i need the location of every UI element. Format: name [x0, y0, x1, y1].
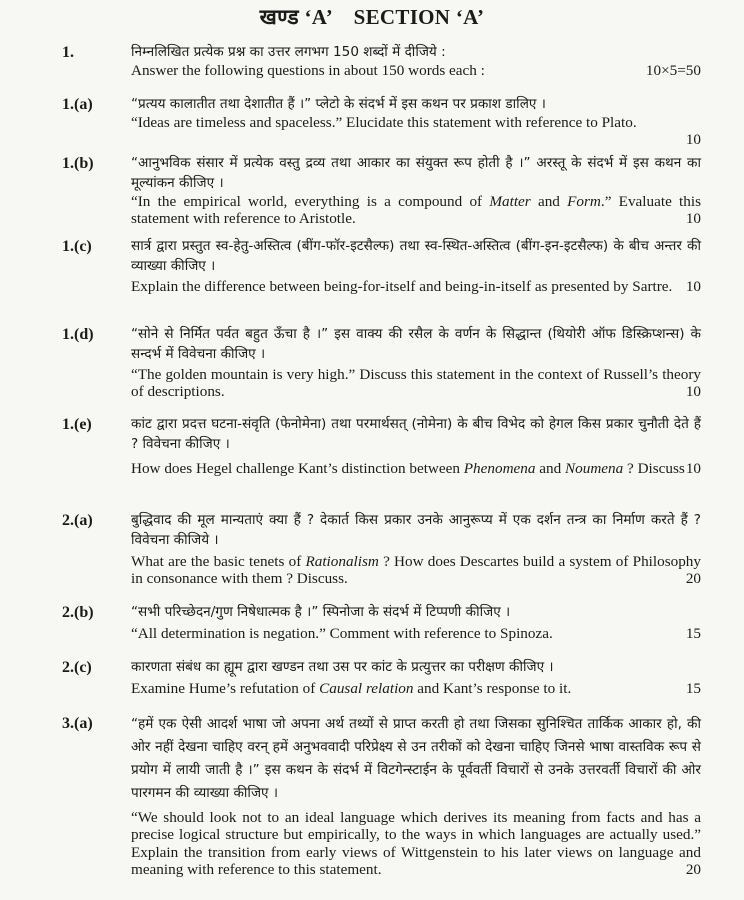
- question-english-text: and: [530, 193, 568, 210]
- question-english-text: ? Discuss: [623, 460, 685, 477]
- question-marks: 10: [685, 383, 701, 401]
- question-text: [131, 153, 701, 228]
- question-english: “Ideas are timeless and spaceless.” Elucidate this statement with reference to Plato.: [131, 114, 637, 131]
- question-hindi: कारणता संबंध का ह्यूम द्वारा खण्डन तथा उस पर कांट के प्रत्युत्तर का परीक्षण कीजिए ।: [131, 659, 554, 675]
- question-marks: 20: [685, 861, 701, 879]
- question-hindi: “सभी परिच्छेदन/गुण निषेधात्मक है ।” स्पिनोजा के संदर्भ में टिप्पणी कीजिए ।: [131, 604, 511, 620]
- question-text: [131, 510, 701, 588]
- question-english-text: Explain the difference between being-for-itself and being-in-itself as presented by Sartre.: [131, 278, 673, 295]
- question-hindi: “प्रत्यय कालातीत तथा देशातीत हैं ।” प्लेटो के संदर्भ में इस कथन पर प्रकाश डालिए ।: [131, 96, 546, 112]
- question-english-text: How does Hegel challenge Kant’s distinction between: [131, 460, 464, 477]
- question-number: 1.(e): [62, 416, 92, 433]
- question-marks: 15: [685, 625, 701, 642]
- question-english: [131, 553, 701, 588]
- question-marks: 10: [685, 131, 701, 149]
- question-english: [131, 62, 701, 79]
- section-heading-english: SECTION ‘A’: [353, 5, 485, 29]
- question-marks: 10: [685, 460, 701, 477]
- question-number: 1.(b): [62, 155, 94, 172]
- question-english: [131, 680, 701, 697]
- question-english: [131, 366, 701, 401]
- term-noumena: Noumena: [565, 460, 624, 477]
- question-hindi: “आनुभविक संसार में प्रत्येक वस्तु द्रव्य तथा आकार का संयुक्त रूप होती है ।” अरस्तू के संदर्भ में इस कथन का मूल्यांकन कीजिए ।: [131, 155, 701, 191]
- question-english: [131, 625, 701, 642]
- question-english-text: ? How does Descartes build a system of Philosophy in consonance with them ? Discuss.: [131, 553, 701, 588]
- question-hindi: सार्त्र द्वारा प्रस्तुत स्व-हेतु-अस्तित्व (बींग-फॉर-इटसैल्फ) तथा स्व-स्थित-अस्तित्व (बींग-इन-इटसैल्फ) के बीच अन्तर की व्याख्या कीजिए ।: [131, 238, 701, 274]
- term-matter: Matter: [489, 193, 531, 210]
- question-text: [131, 324, 701, 401]
- term-rationalism: Rationalism: [305, 553, 379, 570]
- question-number: 1.: [62, 44, 74, 61]
- question-hindi: निम्नलिखित प्रत्येक प्रश्न का उत्तर लगभग 150 शब्दों में दीजिये :: [131, 44, 446, 60]
- term-form: Form: [567, 193, 601, 210]
- question-english-text: Examine Hume’s refutation of: [131, 680, 320, 697]
- question-english-text: “All determination is negation.” Comment with reference to Spinoza.: [131, 625, 553, 642]
- question-text: [131, 657, 701, 697]
- question-hindi: “हमें एक ऐसी आदर्श भाषा जो अपना अर्थ तथ्यों से प्राप्त करती हो तथा जिसका सुनिश्चित तार्किक आकार हो, की ओर नहीं देखना चाहिए वरन् हमें अनुभववादी परिप्रेक्ष्य से उन तरीकों को देखना चाहिए जिनसे भाषा वास्तविक रूप से प्रयोग में लायी जाती है ।” इस कथन के संदर्भ में विटगेन्स्टाईन के पूर्ववर्ती विचारों से उनके उत्तरवर्ती विचारों की ओर पारगमन की व्याख्या कीजिए ।: [131, 716, 701, 801]
- section-heading-hindi: खण्ड ‘A’: [259, 5, 332, 29]
- question-english-text: .” Evaluate this statement with reference to Aristotle.: [131, 193, 701, 228]
- question-number: 3.(a): [62, 715, 93, 732]
- question-english-text: Answer the following questions in about 150 words each :: [131, 62, 485, 79]
- question-english-text: “In the empirical world, everything is a compound of: [131, 193, 490, 210]
- question-marks: 20: [685, 570, 701, 588]
- question-english: [131, 460, 701, 477]
- term-phenomena: Phenomena: [463, 460, 536, 477]
- question-english-text: “We should look not to an ideal language which derives its meaning from facts and has a precise logical structure but empirically, to the ways in which languages are actually used.” Explain the transition from early views of Wittgenstein to his later views on language and meaning with reference to this statement.: [131, 809, 701, 879]
- question-english-text: and Kant’s response to it.: [413, 680, 572, 697]
- question-number: 2.(a): [62, 512, 93, 529]
- question-english-text: “The golden mountain is very high.” Discuss this statement in the context of Russell’s theory of descriptions.: [131, 366, 701, 401]
- question-text: [131, 602, 701, 642]
- question-number: 1.(a): [62, 96, 93, 113]
- question-number: 1.(c): [62, 238, 92, 255]
- question-text: [131, 94, 701, 149]
- question-marks: 10: [685, 278, 701, 295]
- question-marks: 15: [685, 680, 701, 697]
- question-english: [131, 809, 701, 879]
- question-number: 2.(b): [62, 604, 94, 621]
- question-hindi: कांट द्वारा प्रदत्त घटना-संवृति (फेनोमेना) तथा परमार्थसत् (नोमेना) के बीच विभेद को हेगल किस प्रकार चुनौती देते हैं ? विवेचना कीजिए ।: [131, 416, 701, 452]
- question-english-text: What are the basic tenets of: [131, 553, 306, 570]
- question-english: [131, 193, 701, 228]
- section-heading: [0, 3, 744, 31]
- question-marks: 10: [685, 210, 701, 228]
- question-marks: 10×5=50: [645, 62, 701, 79]
- question-text: [131, 42, 701, 79]
- question-english: [131, 278, 701, 295]
- question-number: 1.(d): [62, 326, 94, 343]
- question-hindi: बुद्धिवाद की मूल मान्यताएं क्या हैं ? देकार्त किस प्रकार उनके आनुरूप्य में एक दर्शन तन्त्र का निर्माण करते हैं ? विवेचना कीजिये ।: [131, 512, 701, 548]
- question-text: [131, 713, 701, 879]
- question-hindi: “सोने से निर्मित पर्वत बहुत ऊँचा है ।” इस वाक्य की रसैल के वर्णन के सिद्धान्त (थियोरी ऑफ डिस्क्रिप्शन्स) के सन्दर्भ में विवेचना कीजिए ।: [131, 326, 701, 362]
- term-causal-relation: Causal relation: [319, 680, 414, 697]
- question-text: [131, 236, 701, 295]
- question-number: 2.(c): [62, 659, 92, 676]
- question-text: [131, 414, 701, 477]
- question-english-text: and: [535, 460, 566, 477]
